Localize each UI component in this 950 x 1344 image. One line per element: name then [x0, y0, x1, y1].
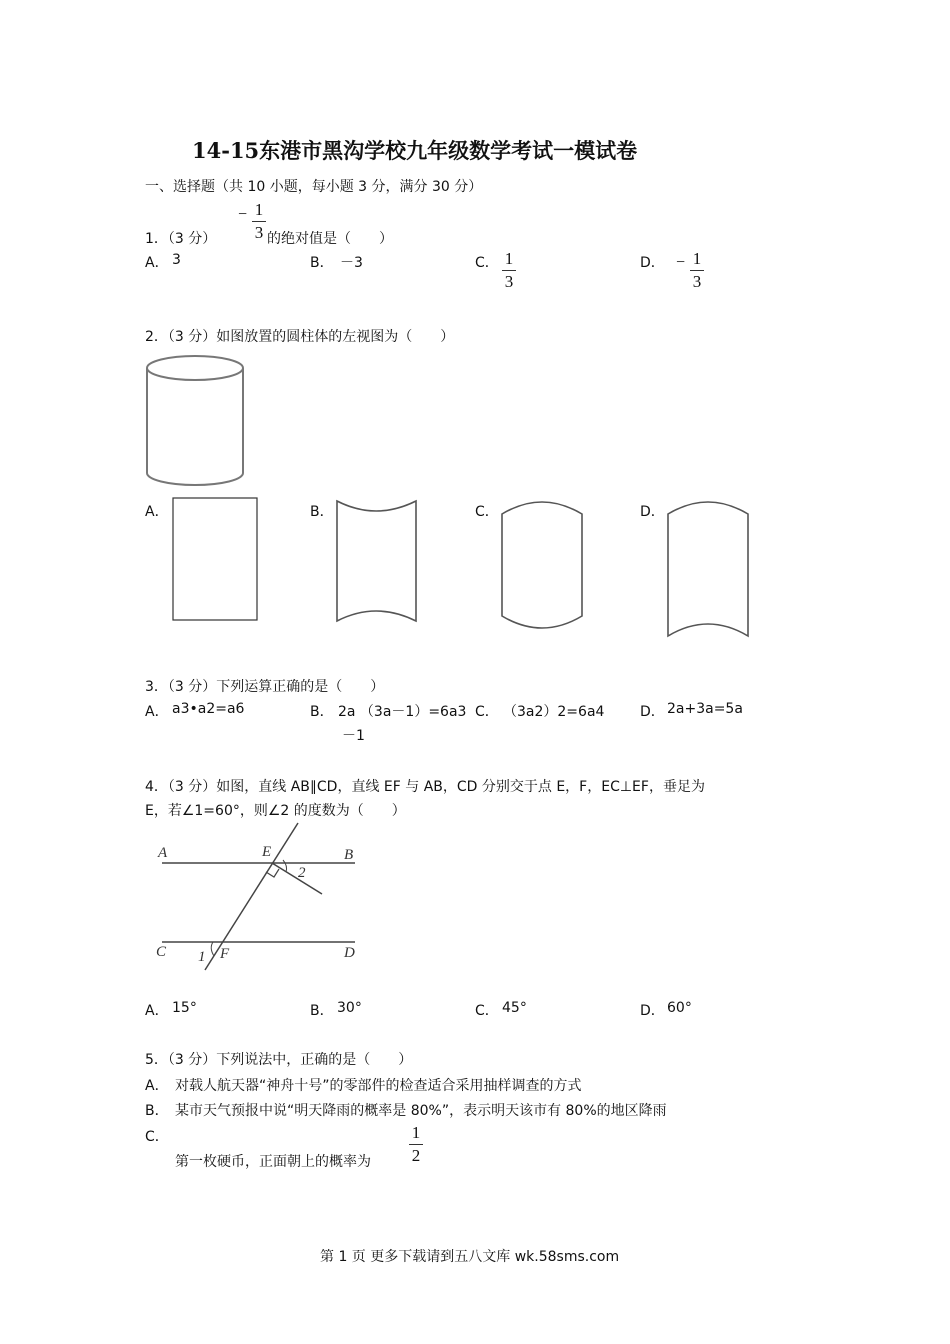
denominator: 3	[692, 272, 702, 291]
numerator: 1	[692, 249, 702, 268]
option-label: B．	[145, 1103, 169, 1119]
option-c: （3a2）2=6a4	[503, 704, 605, 720]
option-label: D．	[640, 255, 665, 271]
option-label: B．	[310, 255, 334, 271]
option-d-fraction	[690, 250, 704, 291]
option-b-concave-shape	[334, 496, 424, 631]
option-label: C．	[475, 504, 499, 520]
option-label: C．	[145, 1129, 169, 1145]
option-b: 30°	[337, 1000, 362, 1016]
option-label: C．	[475, 704, 499, 720]
denominator: 3	[504, 272, 514, 291]
option-label: A．	[145, 704, 169, 720]
option-a-rectangle	[172, 497, 262, 625]
option-label: A．	[145, 255, 169, 271]
question-text: 5．（3 分）下列说法中，正确的是（ ）	[145, 1052, 413, 1068]
section-heading: 一、选择题（共 10 小题，每小题 3 分，满分 30 分）	[145, 179, 483, 195]
option-label: A．	[145, 504, 169, 520]
option-label: D．	[640, 704, 665, 720]
option-a: 对载人航天器“神舟十号”的零部件的检查适合采用抽样调查的方式	[175, 1078, 582, 1094]
denominator: 2	[411, 1146, 421, 1165]
numerator: 1	[504, 249, 514, 268]
option-c: 45°	[502, 1000, 527, 1016]
question-number: 1．（3 分）	[145, 231, 217, 247]
option-label: D．	[640, 1003, 665, 1019]
option-c-fraction	[409, 1124, 423, 1165]
page-footer: 第 1 页 更多下载请到五八文库 wk.58sms.com	[320, 1249, 620, 1265]
option-label: D．	[640, 504, 665, 520]
label-b: B	[344, 847, 354, 863]
page-title: 14-15东港市黑沟学校九年级数学考试一模试卷	[192, 138, 638, 163]
label-e: E	[262, 844, 272, 860]
option-b: 某市天气预报中说“明天降雨的概率是 80%”，表示明天该市有 80%的地区降雨	[175, 1103, 667, 1119]
minus-sign: −	[676, 254, 686, 271]
option-d: 2a+3a=5a	[667, 701, 743, 717]
numerator: 1	[411, 1123, 421, 1142]
fraction	[252, 201, 266, 242]
option-label: B．	[310, 1003, 334, 1019]
question-text: 3．（3 分）下列运算正确的是（ ）	[145, 679, 385, 695]
option-a: a3•a2=a6	[172, 701, 245, 717]
question-text: E，若∠1=60°，则∠2 的度数为（ ）	[145, 803, 406, 819]
label-a: A	[158, 845, 168, 861]
question-text: 的绝对值是（ ）	[267, 231, 393, 247]
option-d: 60°	[667, 1000, 692, 1016]
label-1: 1	[198, 949, 206, 965]
question-text: 2．（3 分）如图放置的圆柱体的左视图为（ ）	[145, 329, 455, 345]
label-f: F	[220, 946, 230, 962]
parallel-lines-figure	[150, 820, 370, 975]
option-d-curved-shape	[664, 496, 754, 641]
numerator: 1	[254, 200, 264, 219]
label-c: C	[156, 944, 167, 960]
option-a: 3	[172, 252, 181, 268]
option-a: 15°	[172, 1000, 197, 1016]
option-b: 2a （3a－1）=6a3	[338, 704, 467, 720]
cylinder-figure	[140, 350, 250, 495]
option-label: A．	[145, 1078, 169, 1094]
option-b-continued: －1	[342, 728, 365, 744]
option-c: 第一枚硬币，正面朝上的概率为	[175, 1154, 371, 1170]
option-c-convex-shape	[498, 496, 588, 641]
option-label: A．	[145, 1003, 169, 1019]
option-label: C．	[475, 1003, 499, 1019]
label-2: 2	[298, 865, 306, 881]
denominator: 3	[254, 223, 264, 242]
option-b: －3	[340, 255, 363, 271]
option-label: C．	[475, 255, 499, 271]
question-text: 4．（3 分）如图，直线 AB∥CD，直线 EF 与 AB，CD 分别交于点 E，F，EC⊥EF，垂足为	[145, 779, 705, 795]
option-c-fraction	[502, 250, 516, 291]
label-d: D	[344, 945, 355, 961]
minus-sign: −	[238, 206, 248, 223]
option-label: B．	[310, 704, 334, 720]
option-label: B．	[310, 504, 334, 520]
